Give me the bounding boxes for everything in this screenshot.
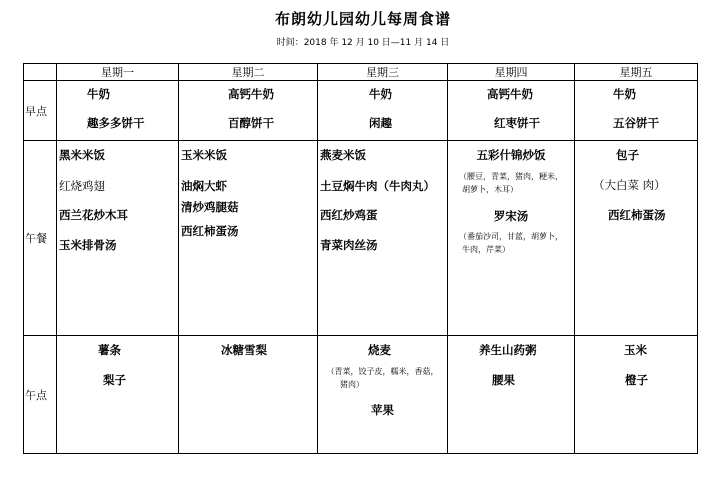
lunch-tue-item3: 清炒鸡腿菇 <box>181 200 239 214</box>
snack-wed-dish2: 苹果 <box>371 403 394 417</box>
lunch-fri <box>575 141 698 336</box>
snack-tue-item1: 冰糖雪梨 <box>221 343 267 357</box>
snack-wed <box>318 336 448 454</box>
breakfast-thu-item1: 高钙牛奶 <box>487 87 533 101</box>
breakfast-mon-item1: 牛奶 <box>87 87 110 101</box>
lunch-tue-item2: 油焖大虾 <box>181 179 227 193</box>
snack-mon <box>57 336 179 454</box>
breakfast-thu-item2: 红枣饼干 <box>494 116 540 130</box>
lunch-fri-item3: 西红柿蛋汤 <box>608 208 666 222</box>
lunch-thu-note2-line2: 牛肉，芹菜） <box>462 245 510 254</box>
header-row <box>24 64 698 81</box>
breakfast-wed-item1: 牛奶 <box>369 87 392 101</box>
lunch-wed-item1: 燕麦米饭 <box>320 148 366 162</box>
breakfast-mon-item2: 趣多多饼干 <box>87 116 145 130</box>
lunch-thu-dish1: 五彩什锦炒饭 <box>476 148 546 162</box>
lunch-wed-item2: 土豆焖牛肉（牛肉丸） <box>320 179 435 193</box>
lunch-tue-item4: 西红柿蛋汤 <box>181 224 239 238</box>
day-header-thu: 星期四 <box>448 64 575 81</box>
day-header-mon: 星期一 <box>57 64 179 81</box>
snack-fri-item2: 橙子 <box>625 373 648 387</box>
day-header-tue: 星期二 <box>179 64 318 81</box>
snack-wed-note-line2: 猪肉） <box>340 380 364 389</box>
snack-thu-item1: 养生山药粥 <box>479 343 537 357</box>
corner-cell <box>24 64 57 81</box>
breakfast-row <box>24 81 698 141</box>
lunch-mon-item1: 黑米米饭 <box>59 148 105 162</box>
lunch-tue <box>179 141 318 336</box>
lunch-mon-item3: 西兰花炒木耳 <box>59 208 128 222</box>
snack-wed-note-line1: （青菜，饺子皮，糯米，香菇， <box>326 367 439 376</box>
snack-fri <box>575 336 698 454</box>
menu-table <box>23 63 698 454</box>
lunch-mon-item2: 红烧鸡翅 <box>59 179 105 193</box>
breakfast-fri <box>575 81 698 141</box>
breakfast-tue-item2: 百醇饼干 <box>228 116 274 130</box>
lunch-wed <box>318 141 448 336</box>
lunch-fri-item2: （大白菜 肉） <box>593 178 666 192</box>
lunch-wed-item3: 西红炒鸡蛋 <box>320 208 378 222</box>
lunch-thu-note2-line1: （番茄沙司，甘蓝，胡萝卜， <box>459 232 563 241</box>
lunch-thu <box>448 141 575 336</box>
lunch-thu-note1-line1: （腰豆，青菜，猪肉，粳米， <box>459 172 563 181</box>
breakfast-thu <box>448 81 575 141</box>
snack-fri-item1: 玉米 <box>624 343 647 357</box>
lunch-fri-item1: 包子 <box>616 148 639 162</box>
lunch-thu-note1-line2: 胡萝卜，木耳） <box>462 185 518 194</box>
date-range: 时间：2018 年 12 月 10 日—11 月 14 日 <box>276 38 450 48</box>
day-header-fri: 星期五 <box>575 64 698 81</box>
snack-mon-item1: 薯条 <box>98 343 121 357</box>
breakfast-mon <box>57 81 179 141</box>
lunch-mon <box>57 141 179 336</box>
meal-label-lunch: 午餐 <box>24 141 57 336</box>
meal-label-snack: 午点 <box>24 336 57 454</box>
meal-label-breakfast: 早点 <box>24 81 57 141</box>
lunch-tue-item1: 玉米米饭 <box>181 148 227 162</box>
snack-thu <box>448 336 575 454</box>
page-title: 布朗幼儿园幼儿每周食谱 <box>274 10 451 28</box>
breakfast-tue <box>179 81 318 141</box>
breakfast-wed-item2: 闲趣 <box>369 116 392 130</box>
breakfast-fri-item2: 五谷饼干 <box>613 116 659 130</box>
snack-wed-dish1: 烧麦 <box>368 343 391 357</box>
lunch-mon-item4: 玉米排骨汤 <box>59 238 117 252</box>
snack-tue <box>179 336 318 454</box>
lunch-thu-dish2: 罗宋汤 <box>493 209 529 223</box>
lunch-row <box>24 141 698 336</box>
lunch-wed-item4: 青菜肉丝汤 <box>320 238 378 252</box>
snack-row <box>24 336 698 454</box>
breakfast-wed <box>318 81 448 141</box>
day-header-wed: 星期三 <box>318 64 448 81</box>
breakfast-tue-item1: 高钙牛奶 <box>228 87 274 101</box>
snack-mon-item2: 梨子 <box>103 373 126 387</box>
breakfast-fri-item1: 牛奶 <box>613 87 636 101</box>
snack-thu-item2: 腰果 <box>492 373 515 387</box>
